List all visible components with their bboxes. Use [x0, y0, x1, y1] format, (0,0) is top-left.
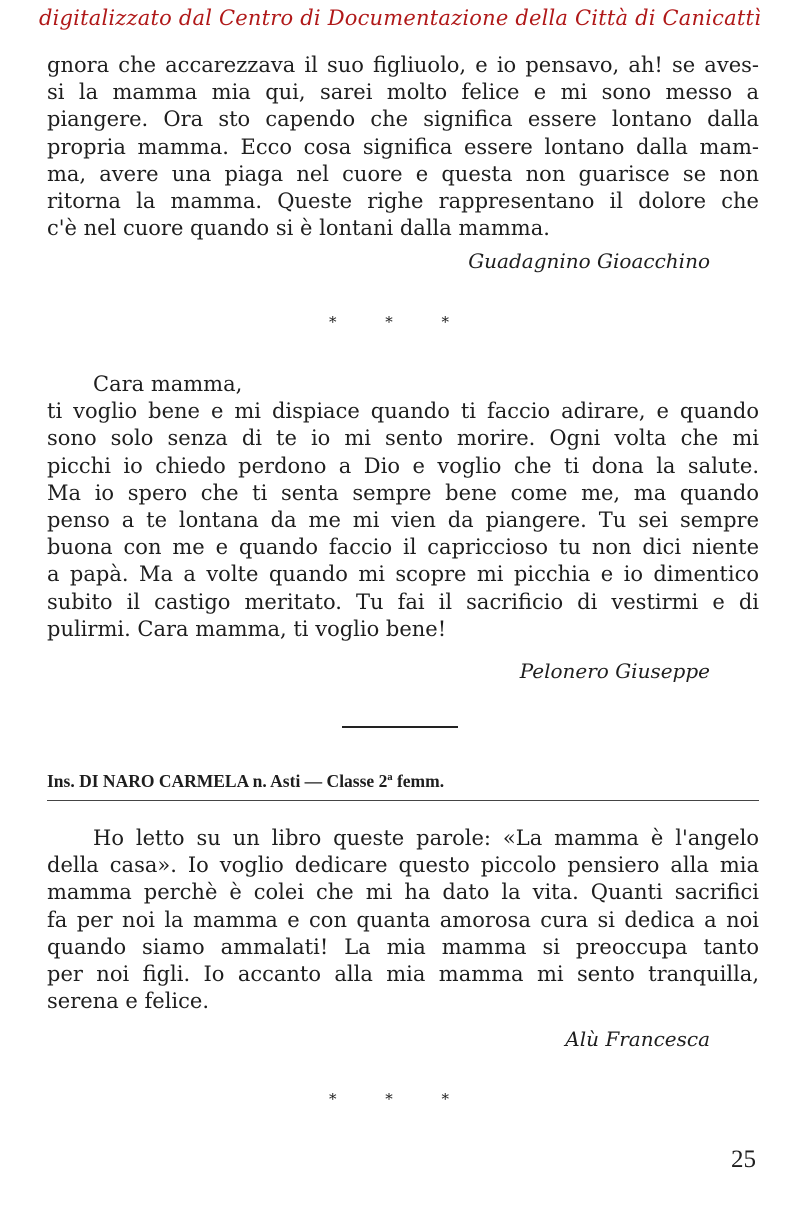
- text-line: Ma io spero che ti senta sempre bene come me, ma quando: [47, 480, 759, 505]
- text-line: ti voglio bene e mi dispiace quando ti faccio adirare, e quando: [47, 399, 759, 424]
- text-line: per noi figli. Io accanto alla mia mamma mi sento tranquilla,: [47, 962, 759, 987]
- text-line: Ho letto su un libro queste parole: «La mamma è l'angelo: [93, 826, 759, 850]
- letter-text-1: [47, 52, 759, 242]
- text-line: subito il castigo meritato. Tu fai il sacrificio di vestirmi e di: [47, 589, 759, 614]
- short-divider: [342, 726, 458, 728]
- text-line: penso a te lontana da me mi vien da piangere. Tu sei sempre: [47, 508, 759, 533]
- author-signature-1: Guadagnino Gioacchino: [468, 249, 710, 273]
- text-line: piangere. Ora sto capendo che significa essere lontano dalla: [47, 107, 759, 132]
- letter-salutation: Cara mamma,: [93, 372, 243, 396]
- text-line: gnora che accarezzava il suo figliuolo, e io pensavo, ah! se aves-: [47, 53, 759, 77]
- text-line: della casa». Io voglio dedicare questo piccolo pensiero alla mia: [47, 853, 759, 878]
- text-line: picchi io chiedo perdono a Dio e voglio che ti dona la salute.: [47, 453, 759, 478]
- text-line: pulirmi. Cara mamma, ti voglio bene!: [47, 616, 447, 641]
- text-line: ma, avere una piaga nel cuore e questa non guarisce se non: [47, 161, 759, 186]
- section-heading: Ins. DI NARO CARMELA n. Asti — Classe 2ª femm.: [47, 771, 445, 791]
- text-line: buona con me e quando faccio il capriccioso tu non dici niente: [47, 535, 759, 560]
- text-line: c'è nel cuore quando si è lontani dalla mamma.: [47, 216, 550, 241]
- heading-rule: [47, 800, 759, 801]
- digitization-watermark: digitalizzato dal Centro di Documentazione della Città di Canicattì: [38, 6, 762, 30]
- letter-text-3: [47, 825, 759, 1015]
- letter-text-2: [47, 371, 759, 643]
- text-line: si la mamma mia qui, sarei molto felice e mi sono messo a: [47, 80, 759, 105]
- text-line: ritorna la mamma. Queste righe rappresentano il dolore che: [47, 189, 759, 214]
- author-signature-3: Alù Francesca: [565, 1027, 710, 1051]
- text-line: a papà. Ma a volte quando mi scopre mi picchia e io dimentico: [47, 562, 759, 587]
- text-line: propria mamma. Ecco cosa significa essere lontano dalla mam-: [47, 134, 759, 159]
- author-signature-2: Pelonero Giuseppe: [519, 659, 710, 683]
- text-line: quando siamo ammalati! La mia mamma si preoccupa tanto: [47, 934, 759, 959]
- text-line: mamma perchè è colei che mi ha dato la vita. Quanti sacrifici: [47, 880, 759, 905]
- page-number: 25: [731, 1146, 756, 1173]
- section-separator-stars: * * *: [328, 1090, 472, 1108]
- text-line: sono solo senza di te io mi sento morire. Ogni volta che mi: [47, 426, 759, 451]
- text-line: fa per noi la mamma e con quanta amorosa cura si dedica a noi: [47, 907, 759, 932]
- section-separator-stars: * * *: [328, 313, 472, 331]
- text-line: serena e felice.: [47, 989, 209, 1014]
